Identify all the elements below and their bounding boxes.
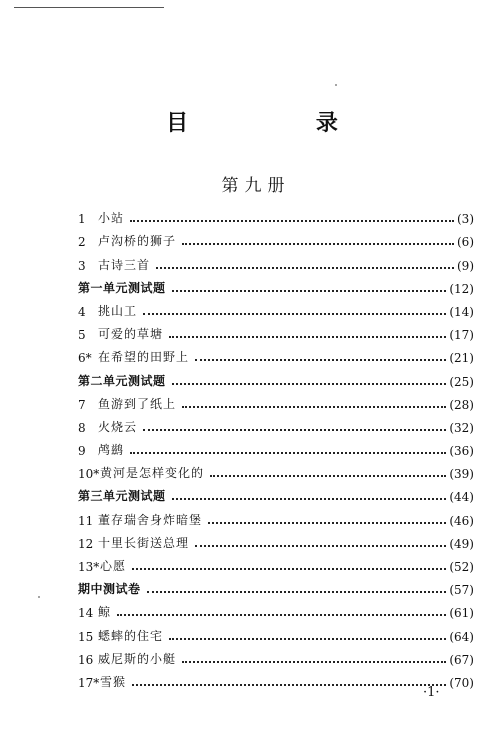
toc-lesson-row: [78, 528, 474, 551]
toc-page-number: (14): [449, 304, 474, 319]
dot-leader: [210, 475, 446, 477]
lesson-title: 在希望的田野上: [98, 350, 190, 365]
toc-lesson-row: [78, 597, 474, 620]
toc-lesson-row: [78, 412, 474, 435]
lesson-number: 12: [78, 536, 94, 551]
dot-leader: [169, 336, 446, 338]
toc-page-number: (46): [449, 513, 474, 528]
toc-lesson-row: [78, 458, 474, 481]
section-title: 第二单元测试题: [78, 373, 166, 388]
page-number: ·1·: [423, 685, 440, 700]
dot-leader: [208, 522, 446, 524]
dot-leader: [182, 661, 446, 663]
scan-edge-line: [14, 7, 164, 8]
dot-leader: [169, 638, 446, 640]
lesson-number: 10*: [78, 467, 100, 482]
toc-page-number: (49): [449, 536, 474, 551]
toc-lesson-row: [78, 203, 474, 226]
scan-speck: [335, 84, 337, 86]
toc-page-number: (44): [449, 490, 474, 505]
lesson-number: 3: [78, 258, 86, 273]
lesson-number: 6*: [78, 351, 92, 366]
toc-lesson-row: [78, 296, 474, 319]
dot-leader: [130, 220, 454, 222]
lesson-number: 14: [78, 606, 94, 621]
toc-page-number: (28): [449, 397, 474, 412]
dot-leader: [132, 684, 446, 686]
lesson-title: 鱼游到了纸上: [98, 396, 177, 411]
scan-speck: [38, 596, 40, 598]
dot-leader: [143, 429, 446, 431]
lesson-title: 蟋蟀的住宅: [98, 628, 164, 643]
toc-lesson-row: [78, 319, 474, 342]
toc-page-number: (21): [449, 351, 474, 366]
dot-leader: [172, 383, 447, 385]
toc-page-number: (6): [457, 235, 474, 250]
lesson-title: 古诗三首: [98, 257, 151, 272]
lesson-title: 鸬鹚: [98, 443, 125, 458]
toc-lesson-row: [78, 667, 474, 690]
lesson-number: 17*: [78, 675, 100, 690]
lesson-title: 心愿: [100, 559, 127, 573]
lesson-title: 鲸: [98, 605, 112, 620]
dot-leader: [172, 290, 447, 292]
lesson-title: 火烧云: [98, 419, 138, 434]
toc-page-number: (52): [449, 560, 474, 574]
dot-leader: [130, 452, 446, 454]
lesson-number: 5: [78, 328, 86, 343]
toc-lesson-row: [78, 389, 474, 412]
dot-leader: [182, 406, 446, 408]
toc-lesson-row: [78, 620, 474, 643]
toc-lesson-row: [78, 249, 474, 272]
section-title: 第一单元测试题: [78, 280, 166, 295]
lesson-number: 2: [78, 235, 86, 250]
dot-leader: [147, 591, 447, 593]
lesson-title: 十里长街送总理: [98, 535, 190, 550]
contents-heading: 目 录: [166, 110, 398, 136]
section-title: 期中测试卷: [78, 582, 141, 597]
lesson-number: 9: [78, 444, 86, 459]
toc-lesson-row: [78, 226, 474, 249]
toc-page-number: (17): [449, 328, 474, 343]
lesson-title: 雪猴: [100, 674, 127, 689]
lesson-title: 可爱的草塘: [98, 327, 164, 342]
toc-lesson-row: [78, 644, 474, 667]
dot-leader: [172, 498, 447, 500]
dot-leader: [143, 313, 446, 315]
toc-page-number: (57): [449, 583, 474, 598]
lesson-title: 挑山工: [98, 303, 138, 318]
toc-page-number: (61): [449, 606, 474, 621]
dot-leader: [156, 267, 454, 269]
lesson-number: 4: [78, 304, 86, 319]
lesson-number: 8: [78, 420, 86, 435]
lesson-title: 卢沟桥的狮子: [98, 234, 177, 249]
toc-section-row: [78, 365, 474, 388]
toc-page-number: (12): [449, 281, 474, 296]
lesson-number: 16: [78, 652, 94, 667]
lesson-title: 黄河是怎样变化的: [100, 466, 205, 481]
toc-lesson-row: [78, 504, 474, 527]
toc-page-number: (39): [449, 467, 474, 482]
lesson-number: 13*: [78, 560, 100, 574]
toc-section-row: [78, 574, 474, 597]
section-title: 第三单元测试题: [78, 489, 166, 504]
toc-page-number: (70): [449, 675, 474, 690]
volume-title: 第九册: [221, 176, 291, 196]
lesson-title: 威尼斯的小艇: [98, 651, 177, 666]
lesson-title: 董存瑞舍身炸暗堡: [98, 512, 203, 527]
toc-page-number: (32): [449, 420, 474, 435]
toc-lesson-row: [78, 342, 474, 365]
toc-section-row: [78, 273, 474, 296]
dot-leader: [182, 243, 454, 245]
dot-leader: [195, 359, 446, 361]
lesson-number: 7: [78, 397, 86, 412]
toc-page-number: (9): [457, 258, 474, 273]
toc-page-number: (67): [449, 652, 474, 667]
lesson-title: 小站: [98, 211, 125, 226]
toc-page-number: (3): [457, 212, 474, 227]
toc-section-row: [78, 481, 474, 504]
dot-leader: [117, 614, 446, 616]
lesson-number: 15: [78, 629, 94, 644]
toc-page-number: (64): [449, 629, 474, 644]
toc-lesson-row: [78, 435, 474, 458]
lesson-number: 11: [78, 513, 94, 528]
toc-lesson-row: [78, 551, 474, 574]
toc-page-number: (25): [449, 374, 474, 389]
dot-leader: [195, 545, 446, 547]
dot-leader: [132, 568, 446, 570]
table-of-contents: [78, 203, 474, 690]
lesson-number: 1: [78, 212, 86, 227]
toc-page-number: (36): [449, 444, 474, 459]
